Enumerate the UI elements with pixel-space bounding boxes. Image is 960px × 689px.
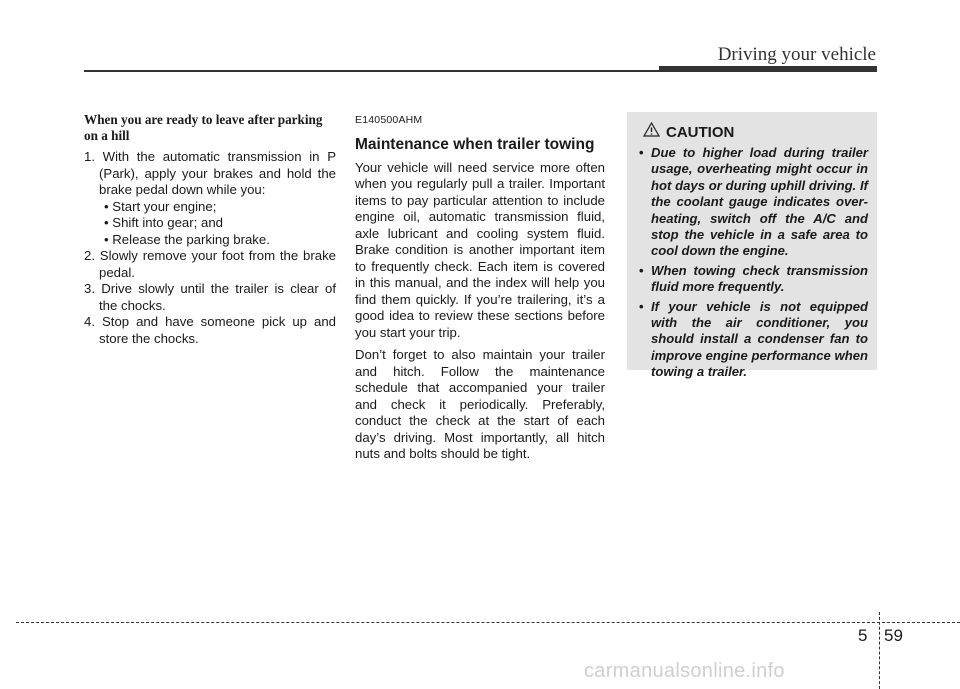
section-number: 5	[858, 626, 868, 645]
step-text: 1. With the automatic transmission in P (Park), apply your brakes and hold the brake pedal down while you:	[84, 149, 336, 197]
caution-list	[639, 145, 868, 381]
hill-departure-heading: When you are ready to leave after parking on a hill	[84, 112, 323, 143]
header-bar	[659, 66, 877, 72]
caution-item: • Due to higher load during trailer usage, overheating might occur in hot days or during uphill driving. If the coolant gauge indicates over-heating, switch off the A/C and stop the vehicle in a safe area to cool down the engine.	[639, 145, 868, 260]
sub-step-item: • Start your engine;	[104, 198, 217, 214]
paragraph: Your vehicle will need service more often when you regularly pull a trailer. Important items to pay particular attention to include engine oil, automatic transmission fluid, axle lubricant and cooling system fluid. Brake condition is another important item to frequently check. Each item is covered in this manual, and the index will help you find them quickly. If you’re trailering, it’s a good idea to review these sections before you start your trip.	[355, 159, 605, 340]
caution-item: • When towing check transmission fluid more frequently.	[639, 263, 868, 296]
left-column	[84, 112, 336, 347]
footer-rule	[16, 622, 960, 623]
section-code: E140500AHM	[355, 114, 423, 126]
sub-step-item: • Release the parking brake.	[104, 231, 270, 247]
watermark: carmanualsonline.info	[584, 660, 785, 682]
step-item: 4. Stop and have someone pick up and store the chocks.	[84, 314, 336, 346]
paragraph: Don’t forget to also maintain your trailer and hitch. Follow the maintenance schedule that accompanied your trailer and check it periodically. Preferably, conduct the check at the start of each day’s driving. Most importantly, all hitch nuts and bolts should be tight.	[355, 347, 605, 461]
sub-step-list	[99, 199, 336, 249]
caution-header	[643, 122, 868, 142]
header-rule	[84, 70, 659, 72]
hill-departure-steps	[84, 149, 336, 347]
caution-item: • If your vehicle is not equipped with the air conditioner, you should install a condenser fan to improve engine performance when towing a trailer.	[639, 299, 868, 381]
step-item	[84, 149, 336, 248]
maintenance-heading: Maintenance when trailer towing	[355, 135, 595, 153]
middle-column	[355, 112, 605, 469]
step-item: 2. Slowly remove your foot from the brake pedal.	[84, 248, 336, 280]
section-title: Driving your vehicle	[717, 44, 876, 65]
sub-step-item: • Shift into gear; and	[104, 215, 223, 230]
step-item: 3. Drive slowly until the trailer is clear of the chocks.	[84, 281, 336, 313]
warning-triangle-icon	[643, 122, 660, 142]
caution-title: CAUTION	[666, 123, 735, 141]
footer-divider	[879, 612, 880, 689]
page-number: 59	[884, 626, 903, 645]
caution-box	[627, 112, 877, 380]
